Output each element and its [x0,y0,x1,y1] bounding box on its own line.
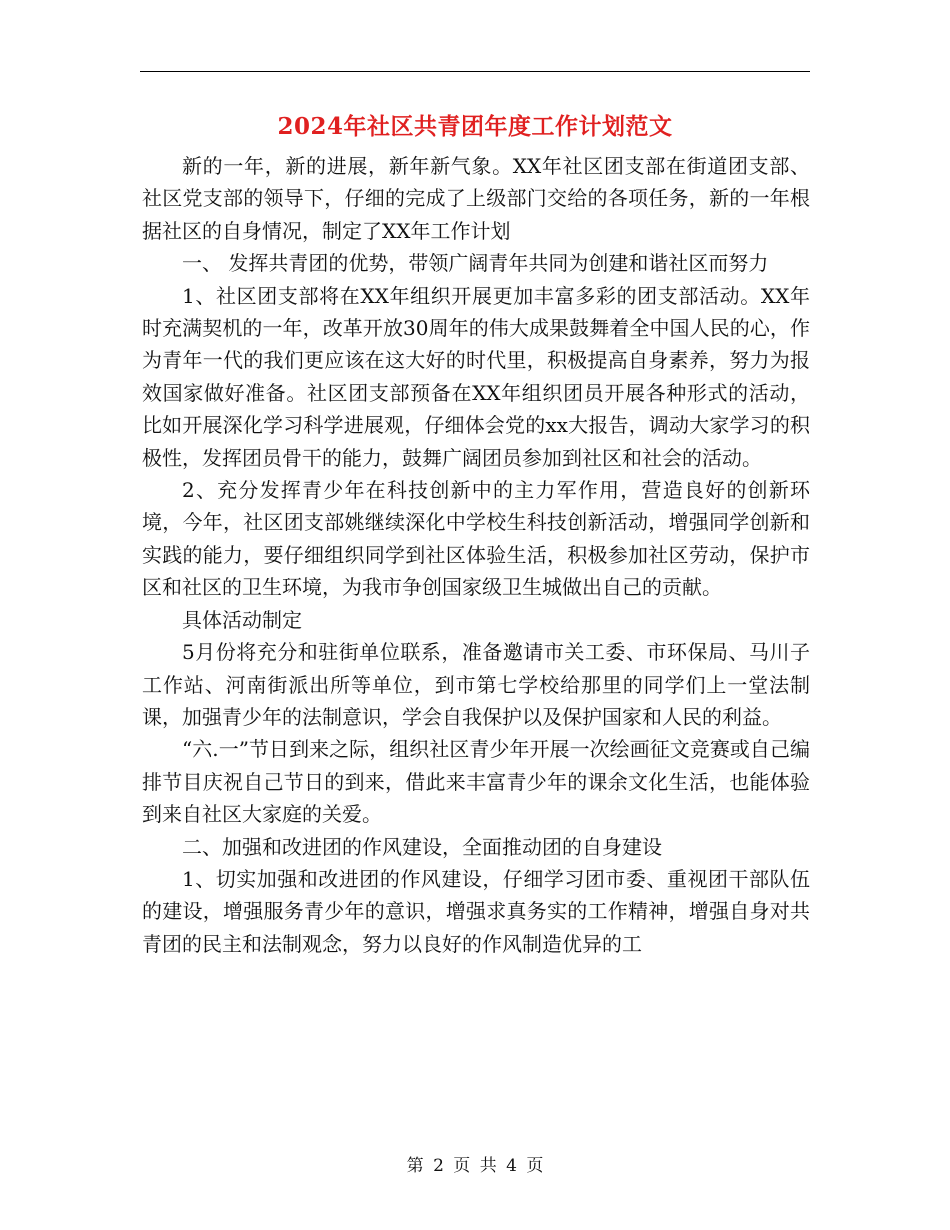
paragraph-item-2: 2、充分发挥青少年在科技创新中的主力军作用，营造良好的创新环境，今年，社区团支部姚继续深化中学校生科技创新活动，增强同学创新和实践的能力，要仔细组织同学到社区体验生活，积极参加社区劳动，保护市区和社区的卫生环境，为我市争创国家级卫生城做出自己的贡献。 [142,478,810,600]
section-heading-1: 一、 发挥共青团的优势，带领广阔青年共同为创建和谐社区而努力 [182,251,769,276]
paragraph-intro: 新的一年，新的进展，新年新气象。XX年社区团支部在街道团支部、社区党支部的领导下，仔细的完成了上级部门交给的各项任务，新的一年根据社区的自身情况，制定了XX年工作计划 [142,154,810,243]
header-rule [140,71,810,72]
document-body [142,150,810,960]
page-footer: 第 2 页 共 4 页 [406,1156,544,1176]
section-heading-2: 二、加强和改进团的作风建设，全面推动团的自身建设 [182,834,662,859]
paragraph-item-1: 1、社区团支部将在XX年组织开展更加丰富多彩的团支部活动。XX年时充满契机的一年，改革开放30周年的伟大成果鼓舞着全中国人民的心，作为青年一代的我们更应该在这大好的时代里，积极提高自身素养，努力为报效国家做好准备。社区团支部预备在XX年组织团员开展各种形式的活动，比如开展深化学习科学进展观，仔细体会党的xx大报告，调动大家学习的积极性，发挥团员骨干的能力，鼓舞广阔团员参加到社区和社会的活动。 [142,283,810,470]
page-title: 2024年社区共青团年度工作计划范文 [277,113,673,140]
paragraph-june-activity: “六.一”节日到来之际，组织社区青少年开展一次绘画征文竞赛或自己编排节目庆祝自己节日的到来，借此来丰富青少年的课余文化生活，也能体验到来自社区大家庭的关爱。 [142,737,810,827]
subheading-activities: 具体活动制定 [182,607,302,632]
paragraph-item-3: 1、切实加强和改进团的作风建设，仔细学习团市委、重视团干部队伍的建设，增强服务青少年的意识，增强求真务实的工作精神，增强自身对共青团的民主和法制观念，努力以良好的作风制造优异的工 [142,866,810,956]
paragraph-may-activity: 5月份将充分和驻街单位联系，准备邀请市关工委、市环保局、马川子工作站、河南街派出所等单位，到市第七学校给那里的同学们上一堂法制课，加强青少年的法制意识，学会自我保护以及保护国家和人民的利益。 [142,640,810,729]
